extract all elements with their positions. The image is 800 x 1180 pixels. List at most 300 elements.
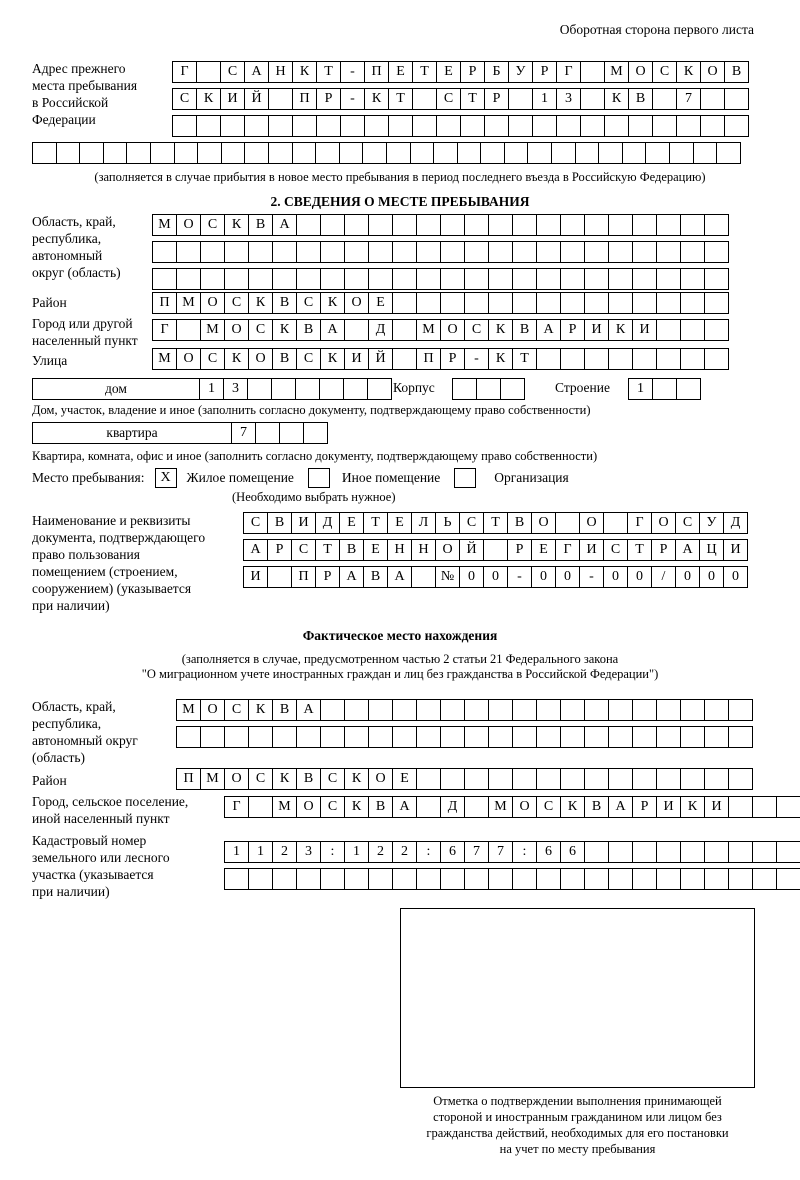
char-cell[interactable]: А (392, 796, 417, 818)
char-cell[interactable] (580, 88, 605, 110)
char-cell[interactable] (584, 292, 609, 314)
char-cell[interactable] (580, 61, 605, 83)
char-cell[interactable]: Д (368, 319, 393, 341)
char-cell[interactable] (464, 241, 489, 263)
char-cell[interactable]: Г (556, 61, 581, 83)
char-cell[interactable] (752, 868, 777, 890)
char-cell[interactable]: Д (315, 512, 340, 534)
char-cell[interactable]: К (248, 292, 273, 314)
char-cell[interactable] (296, 868, 321, 890)
char-cell[interactable] (248, 726, 273, 748)
char-cell[interactable] (680, 292, 705, 314)
char-cell[interactable] (608, 726, 633, 748)
char-cell[interactable] (608, 214, 633, 236)
stroenie-cells[interactable] (628, 378, 700, 400)
char-cell[interactable]: С (436, 88, 461, 110)
char-cell[interactable]: И (291, 512, 316, 534)
prev-address-row-3[interactable] (172, 115, 748, 137)
char-cell[interactable] (704, 768, 729, 790)
char-cell[interactable] (488, 214, 513, 236)
char-cell[interactable] (556, 115, 581, 137)
char-cell[interactable]: Т (388, 88, 413, 110)
char-cell[interactable] (676, 115, 701, 137)
char-cell[interactable]: С (320, 768, 345, 790)
char-cell[interactable] (440, 292, 465, 314)
char-cell[interactable]: В (512, 319, 537, 341)
char-cell[interactable] (320, 241, 345, 263)
char-cell[interactable]: Т (412, 61, 437, 83)
char-cell[interactable]: Г (152, 319, 177, 341)
char-cell[interactable] (645, 142, 670, 164)
char-cell[interactable] (632, 699, 657, 721)
char-cell[interactable] (560, 348, 585, 370)
char-cell[interactable] (248, 796, 273, 818)
house-cells[interactable] (199, 378, 391, 400)
char-cell[interactable] (392, 268, 417, 290)
char-cell[interactable]: В (628, 88, 653, 110)
char-cell[interactable]: К (224, 214, 249, 236)
char-cell[interactable] (504, 142, 529, 164)
char-cell[interactable]: К (272, 319, 297, 341)
char-cell[interactable] (362, 142, 387, 164)
char-cell[interactable] (512, 292, 537, 314)
char-cell[interactable]: К (680, 796, 705, 818)
stay-type-checkbox-organization[interactable] (454, 468, 476, 488)
char-cell[interactable] (632, 348, 657, 370)
char-cell[interactable] (536, 726, 561, 748)
char-cell[interactable]: И (344, 348, 369, 370)
char-cell[interactable] (452, 378, 477, 400)
char-cell[interactable]: Р (651, 539, 676, 561)
char-cell[interactable]: С (296, 292, 321, 314)
char-cell[interactable] (483, 539, 508, 561)
char-cell[interactable]: И (723, 539, 748, 561)
char-cell[interactable] (224, 268, 249, 290)
section2-street-row[interactable] (152, 348, 728, 370)
char-cell[interactable]: Е (388, 61, 413, 83)
char-cell[interactable] (560, 726, 585, 748)
char-cell[interactable] (292, 142, 317, 164)
char-cell[interactable] (296, 268, 321, 290)
char-cell[interactable]: М (176, 699, 201, 721)
char-cell[interactable]: Р (560, 319, 585, 341)
char-cell[interactable]: 1 (199, 378, 224, 400)
char-cell[interactable] (656, 348, 681, 370)
char-cell[interactable]: К (344, 768, 369, 790)
char-cell[interactable]: К (488, 319, 513, 341)
char-cell[interactable]: И (656, 796, 681, 818)
char-cell[interactable]: Л (411, 512, 436, 534)
char-cell[interactable]: 0 (555, 566, 580, 588)
char-cell[interactable]: О (200, 292, 225, 314)
char-cell[interactable] (536, 348, 561, 370)
char-cell[interactable]: Р (316, 88, 341, 110)
char-cell[interactable]: О (579, 512, 604, 534)
char-cell[interactable] (680, 214, 705, 236)
prev-address-row-2[interactable] (172, 88, 748, 110)
char-cell[interactable] (196, 61, 221, 83)
char-cell[interactable] (339, 142, 364, 164)
char-cell[interactable] (320, 726, 345, 748)
char-cell[interactable] (580, 115, 605, 137)
char-cell[interactable]: А (536, 319, 561, 341)
char-cell[interactable] (176, 268, 201, 290)
doc-row-3[interactable] (243, 566, 747, 588)
char-cell[interactable]: А (244, 61, 269, 83)
char-cell[interactable]: К (344, 796, 369, 818)
char-cell[interactable]: К (272, 768, 297, 790)
char-cell[interactable]: Н (387, 539, 412, 561)
char-cell[interactable]: И (584, 319, 609, 341)
char-cell[interactable]: Н (268, 61, 293, 83)
char-cell[interactable] (680, 268, 705, 290)
char-cell[interactable] (368, 241, 393, 263)
char-cell[interactable]: 6 (560, 841, 585, 863)
section2-city-row[interactable] (152, 319, 728, 341)
char-cell[interactable] (603, 512, 628, 534)
char-cell[interactable] (527, 142, 552, 164)
char-cell[interactable]: С (200, 348, 225, 370)
char-cell[interactable] (440, 699, 465, 721)
char-cell[interactable]: № (435, 566, 460, 588)
char-cell[interactable]: Н (411, 539, 436, 561)
char-cell[interactable]: К (248, 699, 273, 721)
char-cell[interactable] (604, 115, 629, 137)
char-cell[interactable] (464, 699, 489, 721)
char-cell[interactable] (476, 378, 501, 400)
char-cell[interactable] (344, 241, 369, 263)
char-cell[interactable] (386, 142, 411, 164)
char-cell[interactable]: К (364, 88, 389, 110)
char-cell[interactable]: Р (315, 566, 340, 588)
char-cell[interactable] (704, 241, 729, 263)
char-cell[interactable] (248, 868, 273, 890)
char-cell[interactable]: Т (512, 348, 537, 370)
char-cell[interactable] (196, 115, 221, 137)
char-cell[interactable] (244, 115, 269, 137)
char-cell[interactable] (680, 319, 705, 341)
stay-type-checkbox-other[interactable] (308, 468, 330, 488)
char-cell[interactable]: 0 (699, 566, 724, 588)
char-cell[interactable]: С (675, 512, 700, 534)
char-cell[interactable]: И (220, 88, 245, 110)
char-cell[interactable]: Б (484, 61, 509, 83)
char-cell[interactable]: В (296, 768, 321, 790)
char-cell[interactable] (608, 868, 633, 890)
char-cell[interactable]: О (512, 796, 537, 818)
char-cell[interactable]: А (387, 566, 412, 588)
char-cell[interactable]: Д (440, 796, 465, 818)
char-cell[interactable]: - (340, 88, 365, 110)
char-cell[interactable]: В (724, 61, 749, 83)
char-cell[interactable] (200, 241, 225, 263)
char-cell[interactable]: П (291, 566, 316, 588)
char-cell[interactable] (632, 768, 657, 790)
char-cell[interactable]: К (320, 348, 345, 370)
flat-cells[interactable] (231, 422, 327, 444)
char-cell[interactable] (440, 868, 465, 890)
char-cell[interactable]: Р (440, 348, 465, 370)
section2-region-row-2[interactable] (152, 241, 728, 263)
char-cell[interactable] (584, 348, 609, 370)
char-cell[interactable]: Д (723, 512, 748, 534)
char-cell[interactable] (411, 566, 436, 588)
actual-city-row[interactable] (224, 796, 800, 818)
char-cell[interactable] (200, 726, 225, 748)
char-cell[interactable]: - (340, 61, 365, 83)
char-cell[interactable] (464, 796, 489, 818)
char-cell[interactable]: К (292, 61, 317, 83)
char-cell[interactable] (416, 268, 441, 290)
char-cell[interactable] (368, 868, 393, 890)
char-cell[interactable]: В (363, 566, 388, 588)
char-cell[interactable]: С (459, 512, 484, 534)
char-cell[interactable] (488, 768, 513, 790)
char-cell[interactable] (174, 142, 199, 164)
char-cell[interactable]: С (172, 88, 197, 110)
char-cell[interactable] (410, 142, 435, 164)
char-cell[interactable]: - (507, 566, 532, 588)
char-cell[interactable] (584, 726, 609, 748)
char-cell[interactable]: 1 (532, 88, 557, 110)
char-cell[interactable] (680, 241, 705, 263)
char-cell[interactable] (728, 868, 753, 890)
char-cell[interactable] (464, 768, 489, 790)
char-cell[interactable] (584, 768, 609, 790)
char-cell[interactable]: О (628, 61, 653, 83)
char-cell[interactable]: О (440, 319, 465, 341)
char-cell[interactable] (464, 868, 489, 890)
char-cell[interactable] (176, 319, 201, 341)
char-cell[interactable] (460, 115, 485, 137)
char-cell[interactable]: 2 (368, 841, 393, 863)
char-cell[interactable] (315, 142, 340, 164)
char-cell[interactable] (296, 726, 321, 748)
char-cell[interactable]: О (224, 319, 249, 341)
char-cell[interactable]: С (248, 768, 273, 790)
doc-row-1[interactable] (243, 512, 747, 534)
char-cell[interactable] (416, 868, 441, 890)
char-cell[interactable]: 6 (440, 841, 465, 863)
char-cell[interactable] (268, 115, 293, 137)
char-cell[interactable]: К (676, 61, 701, 83)
char-cell[interactable] (244, 142, 269, 164)
char-cell[interactable] (221, 142, 246, 164)
char-cell[interactable] (652, 88, 677, 110)
char-cell[interactable] (656, 768, 681, 790)
char-cell[interactable]: Г (627, 512, 652, 534)
char-cell[interactable]: С (200, 214, 225, 236)
char-cell[interactable] (724, 88, 749, 110)
char-cell[interactable] (272, 241, 297, 263)
char-cell[interactable] (512, 868, 537, 890)
char-cell[interactable] (598, 142, 623, 164)
char-cell[interactable] (632, 268, 657, 290)
char-cell[interactable] (152, 241, 177, 263)
char-cell[interactable]: П (416, 348, 441, 370)
char-cell[interactable]: И (243, 566, 268, 588)
char-cell[interactable] (197, 142, 222, 164)
char-cell[interactable] (704, 319, 729, 341)
char-cell[interactable] (279, 422, 304, 444)
char-cell[interactable] (656, 241, 681, 263)
char-cell[interactable] (536, 268, 561, 290)
char-cell[interactable]: 6 (536, 841, 561, 863)
char-cell[interactable] (200, 268, 225, 290)
char-cell[interactable] (728, 699, 753, 721)
char-cell[interactable]: Е (368, 292, 393, 314)
char-cell[interactable]: М (272, 796, 297, 818)
char-cell[interactable] (388, 115, 413, 137)
char-cell[interactable] (724, 115, 749, 137)
char-cell[interactable] (704, 292, 729, 314)
char-cell[interactable] (632, 241, 657, 263)
char-cell[interactable] (392, 868, 417, 890)
cadastral-row-1[interactable] (224, 841, 800, 863)
char-cell[interactable]: С (536, 796, 561, 818)
char-cell[interactable] (416, 214, 441, 236)
char-cell[interactable]: П (292, 88, 317, 110)
char-cell[interactable]: Р (532, 61, 557, 83)
char-cell[interactable] (776, 841, 800, 863)
char-cell[interactable]: 7 (464, 841, 489, 863)
char-cell[interactable] (680, 726, 705, 748)
char-cell[interactable] (704, 268, 729, 290)
char-cell[interactable] (344, 726, 369, 748)
char-cell[interactable] (79, 142, 104, 164)
char-cell[interactable]: К (320, 292, 345, 314)
char-cell[interactable]: 0 (627, 566, 652, 588)
char-cell[interactable]: С (291, 539, 316, 561)
char-cell[interactable] (512, 241, 537, 263)
char-cell[interactable]: 1 (248, 841, 273, 863)
char-cell[interactable] (224, 726, 249, 748)
section2-region-row-3[interactable] (152, 268, 728, 290)
char-cell[interactable]: Й (459, 539, 484, 561)
char-cell[interactable]: В (584, 796, 609, 818)
char-cell[interactable] (392, 241, 417, 263)
char-cell[interactable] (464, 214, 489, 236)
char-cell[interactable] (271, 378, 296, 400)
char-cell[interactable] (268, 142, 293, 164)
char-cell[interactable] (652, 115, 677, 137)
char-cell[interactable]: Т (627, 539, 652, 561)
char-cell[interactable] (632, 214, 657, 236)
char-cell[interactable] (268, 88, 293, 110)
char-cell[interactable]: К (196, 88, 221, 110)
char-cell[interactable] (267, 566, 292, 588)
char-cell[interactable] (632, 868, 657, 890)
char-cell[interactable]: О (176, 214, 201, 236)
char-cell[interactable] (776, 796, 800, 818)
char-cell[interactable]: : (416, 841, 441, 863)
char-cell[interactable] (392, 348, 417, 370)
char-cell[interactable]: Ц (699, 539, 724, 561)
char-cell[interactable] (656, 841, 681, 863)
char-cell[interactable] (126, 142, 151, 164)
char-cell[interactable] (416, 241, 441, 263)
char-cell[interactable]: - (464, 348, 489, 370)
char-cell[interactable]: 3 (296, 841, 321, 863)
char-cell[interactable] (248, 268, 273, 290)
char-cell[interactable]: 0 (723, 566, 748, 588)
char-cell[interactable] (656, 868, 681, 890)
char-cell[interactable]: В (339, 539, 364, 561)
char-cell[interactable] (716, 142, 741, 164)
char-cell[interactable] (272, 868, 297, 890)
char-cell[interactable] (704, 699, 729, 721)
char-cell[interactable]: О (531, 512, 556, 534)
stay-type-checkbox-residential[interactable]: X (155, 468, 177, 488)
char-cell[interactable]: Е (531, 539, 556, 561)
char-cell[interactable] (776, 868, 800, 890)
char-cell[interactable]: М (488, 796, 513, 818)
char-cell[interactable] (247, 378, 272, 400)
char-cell[interactable] (536, 214, 561, 236)
char-cell[interactable] (488, 292, 513, 314)
char-cell[interactable] (344, 268, 369, 290)
char-cell[interactable]: 1 (628, 378, 653, 400)
char-cell[interactable] (608, 268, 633, 290)
char-cell[interactable] (272, 268, 297, 290)
char-cell[interactable] (536, 868, 561, 890)
char-cell[interactable]: 2 (392, 841, 417, 863)
char-cell[interactable]: А (675, 539, 700, 561)
char-cell[interactable]: Т (316, 61, 341, 83)
char-cell[interactable]: К (604, 88, 629, 110)
actual-district-row[interactable] (176, 768, 752, 790)
char-cell[interactable]: И (579, 539, 604, 561)
char-cell[interactable] (536, 292, 561, 314)
char-cell[interactable]: О (344, 292, 369, 314)
char-cell[interactable]: М (604, 61, 629, 83)
char-cell[interactable]: П (364, 61, 389, 83)
char-cell[interactable] (320, 699, 345, 721)
char-cell[interactable]: В (507, 512, 532, 534)
char-cell[interactable] (560, 241, 585, 263)
char-cell[interactable] (512, 768, 537, 790)
char-cell[interactable] (656, 319, 681, 341)
char-cell[interactable] (416, 796, 441, 818)
actual-region-row-2[interactable] (176, 726, 752, 748)
prev-address-row-4[interactable] (32, 142, 740, 164)
char-cell[interactable] (488, 699, 513, 721)
char-cell[interactable]: Т (315, 539, 340, 561)
char-cell[interactable]: М (200, 319, 225, 341)
char-cell[interactable] (512, 726, 537, 748)
char-cell[interactable]: Е (363, 539, 388, 561)
char-cell[interactable] (103, 142, 128, 164)
char-cell[interactable] (560, 214, 585, 236)
char-cell[interactable] (176, 241, 201, 263)
char-cell[interactable] (680, 868, 705, 890)
char-cell[interactable]: К (560, 796, 585, 818)
char-cell[interactable] (416, 292, 441, 314)
char-cell[interactable]: О (700, 61, 725, 83)
char-cell[interactable]: Р (267, 539, 292, 561)
char-cell[interactable] (224, 241, 249, 263)
char-cell[interactable] (56, 142, 81, 164)
char-cell[interactable]: У (508, 61, 533, 83)
char-cell[interactable]: 7 (488, 841, 513, 863)
char-cell[interactable]: 7 (231, 422, 256, 444)
char-cell[interactable] (608, 841, 633, 863)
char-cell[interactable] (416, 699, 441, 721)
char-cell[interactable]: А (272, 214, 297, 236)
char-cell[interactable] (622, 142, 647, 164)
char-cell[interactable] (656, 699, 681, 721)
char-cell[interactable]: С (652, 61, 677, 83)
